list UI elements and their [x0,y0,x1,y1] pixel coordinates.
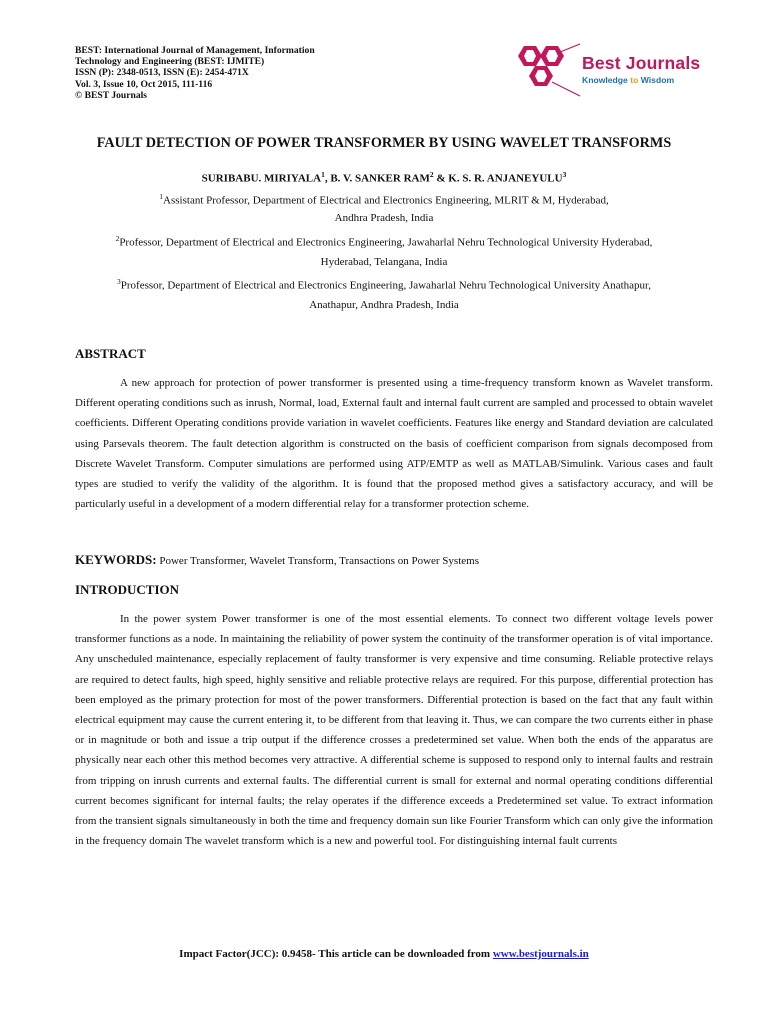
author-sup: 3 [562,170,567,179]
footer-text: Impact Factor(JCC): 0.9458- This article can be downloaded from [179,948,493,960]
affiliation-sup: 1 [159,192,164,201]
author-sup: 2 [429,170,434,179]
abstract-text: A new approach for protection of power transformer is presented using a time-frequency transform known as Wavelet transform. Different operating conditions such as inrush, Normal, load, External fault and internal fault current are sampled and processed to obtain wavelet coefficients. Different Operating conditions provide variation in wavelet coefficients. Features like energy and Standard deviation are calculated using Parsevals theorem. The fault detection algorithm is constructed on the basis of coefficient comparison from signals decomposed from Discrete Wavelet Transform. Computer simulations are performed using ATP/EMTP as well as MATLAB/Simulink. Various cases and fault types are studied to verify the validity of the algorithm. It is found that the proposed method gives a satisfactory accuracy, and will be particularly useful in a development of a modern differential relay for a transformer protection scheme. [75,377,713,511]
journal-line: ISSN (P): 2348-0513, ISSN (E): 2454-471X [75,67,249,79]
affiliation-line: Andhra Pradesh, India [334,212,434,224]
journal-line: BEST: International Journal of Management, Information [75,45,315,56]
affiliation-sup: 3 [117,277,121,286]
abstract-paragraph [75,373,713,514]
author-list [0,170,768,185]
hexagon-logo-icon [510,40,580,98]
paper-title: FAULT DETECTION OF POWER TRANSFORMER BY USING WAVELET TRANSFORMS [96,135,672,151]
author-name: , B. V. SANKER RAM [324,172,430,185]
affiliation-text: Assistant Professor, Department of Electrical and Electronics Engineering, MLRIT & M, Hyderabad, [163,194,609,207]
affiliation-line [75,277,693,292]
keywords-line [75,552,479,568]
journal-website-link[interactable]: www.bestjournals.in [492,948,589,960]
page-footer [0,948,768,960]
logo-tagline [582,75,700,85]
affiliation-text: Professor, Department of Electrical and Electronics Engineering, Jawaharlal Nehru Technological University Anathapur, [120,279,651,292]
best-journals-logo [510,40,710,98]
author-sup: 1 [321,170,325,179]
logo-tagline-accent: to [630,75,639,85]
journal-line: Technology and Engineering (BEST: IJMITE) [75,56,265,68]
logo-tagline-part: Wisdom [638,75,675,85]
keywords-text: Power Transformer, Wavelet Transform, Transactions on Power Systems [156,555,479,567]
introduction-paragraph [75,609,713,851]
affiliation-line: Hyderabad, Telangana, India [320,256,448,268]
journal-line: Vol. 3, Issue 10, Oct 2015, 111-116 [75,78,213,90]
logo-tagline-part: Knowledge [582,75,631,85]
introduction-text: In the power system Power transformer is one of the most essential elements. To connect two different voltage levels power transformer functions as a node. In maintaining the reliability of power system the continuity of the transformer operation is of vital importance. Any unscheduled maintenance, especially replacement of faulty transformer is very expensive and time consuming. Reliable protective relays are required to detect faults, high speed, highly sensitive and reliable protective relays are required. For this purpose, differential protection has been employed as the primary protection for most of the power transformers. Differential protection is based on the fact that any fault within electrical equipment may cause the current entering it, to be different from that leaving it. Thus, we can compare the two currents either in phase or in magnitude or both and issue a trip output if the difference crosses a predetermined set value. When both the ends of the apparatus are physically near each other this method becomes very attractive. A differential scheme is supposed to respond only to internal faults and restrain from tripping on inrush currents and external faults. The differential current is small for external and normal operating conditions differential current becomes significant for internal faults; the relay operates if the difference exceeds a Predetermined set value. To extract information from the transient signals simultaneously in both the time and frequency domain sun like Fourier Transform which can only give the information in the frequency domain The wavelet transform which is a new and powerful tool. For distinguishing internal fault currents [75,613,713,848]
journal-info [75,45,375,101]
abstract-heading: ABSTRACT [75,346,146,361]
affiliation-line [75,192,693,207]
logo-text [582,53,700,85]
affiliation-line [75,234,693,249]
affiliation-text: Professor, Department of Electrical and Electronics Engineering, Jawaharlal Nehru Technological University Hyderabad, [119,236,653,249]
author-name: & K. S. R. ANJANEYULU [433,172,563,185]
author-name: SURIBABU. MIRIYALA [201,172,322,185]
keywords-label: KEYWORDS: [75,552,157,567]
journal-line: © BEST Journals [75,89,148,101]
affiliation-line: Anathapur, Andhra Pradesh, India [309,299,459,311]
logo-brand: Best Journals [582,53,701,73]
introduction-heading: INTRODUCTION [75,582,180,597]
affiliation-sup: 2 [115,234,120,243]
